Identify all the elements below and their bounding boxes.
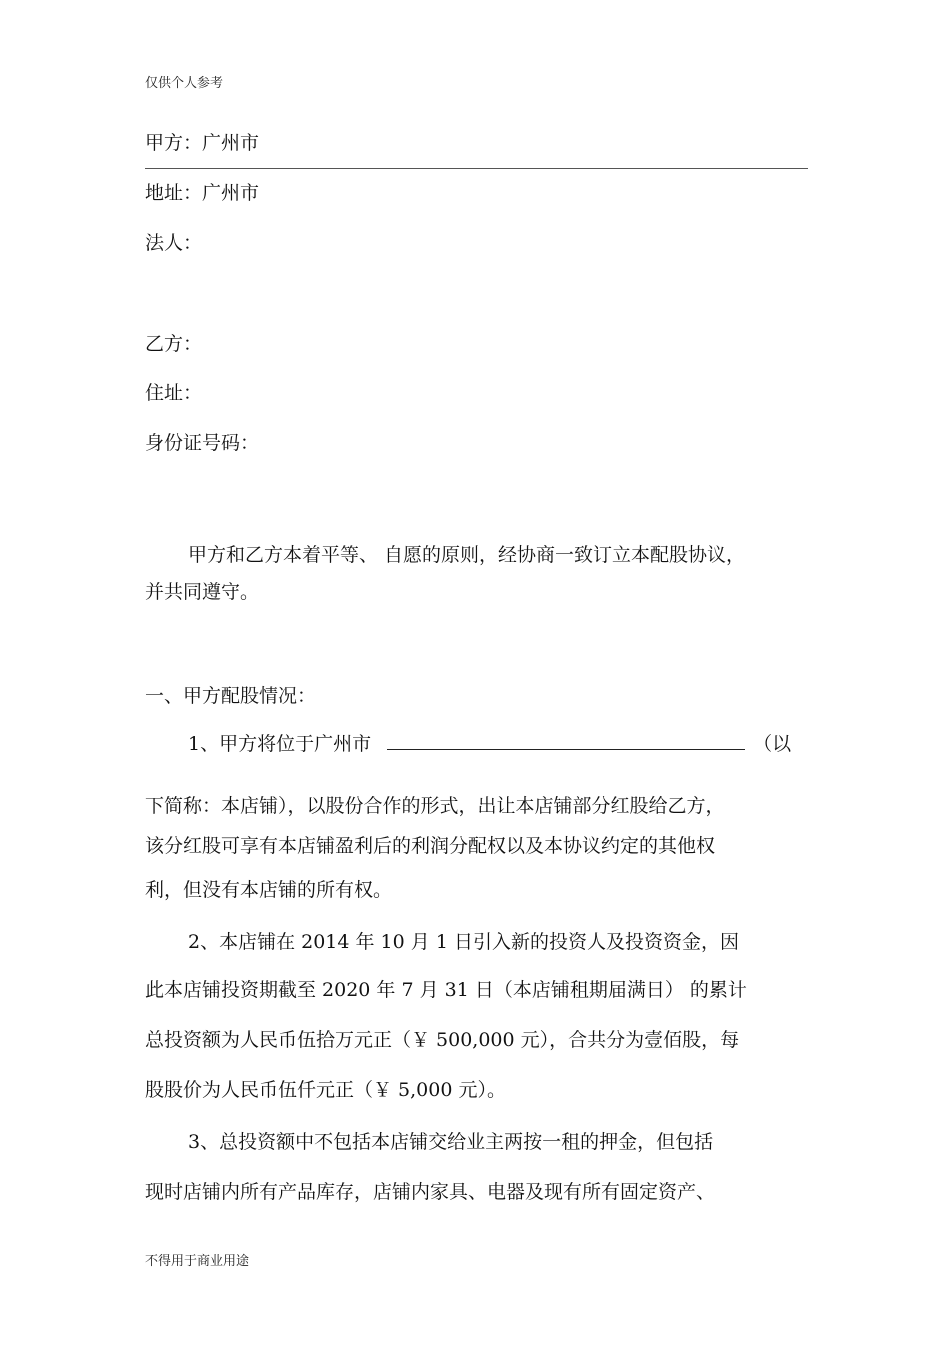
party-b-address: 住址： — [145, 382, 203, 404]
item-1-line-2: 下简称：本店铺），以股份合作的形式，出让本店铺部分红股给乙方， — [145, 795, 725, 817]
item-1-line-1 — [188, 731, 810, 756]
item-3-line-1: 3、总投资额中不包括本店铺交给业主两按一租的押金，但包括 — [188, 1131, 714, 1153]
intro-line-1: 甲方和乙方本着平等、 自愿的原则，经协商一致订立本配股协议， — [188, 544, 746, 566]
item-2-line-1: 2、本店铺在 2014 年 10 月 1 日引入新的投资人及投资资金，因 — [188, 931, 739, 953]
party-b-id-number: 身份证号码： — [145, 432, 260, 454]
footer-note: 不得用于商业用途 — [145, 1254, 250, 1269]
item-3-line-2: 现时店铺内所有产品库存，店铺内家具、电器及现有所有固定资产、 — [145, 1181, 716, 1203]
party-a-name: 甲方：广州市 — [145, 132, 260, 154]
location-blank-field — [387, 731, 745, 750]
item-2-line-3: 总投资额为人民币伍拾万元正（￥ 500,000 元），合共分为壹佰股，每 — [145, 1029, 740, 1051]
item-1-line-3: 该分红股可享有本店铺盈利后的利润分配权以及本协议约定的其他权 — [145, 835, 716, 857]
intro-line-2: 并共同遵守。 — [145, 581, 260, 603]
header-note: 仅供个人参考 — [145, 76, 224, 91]
item-2-line-2: 此本店铺投资期截至 2020 年 7 月 31 日（本店铺租期届满日） 的累计 — [145, 979, 747, 1001]
party-b-name: 乙方： — [145, 333, 203, 355]
item-2-line-4: 股股价为人民币伍仟元正（￥ 5,000 元）。 — [145, 1079, 506, 1101]
header-divider — [145, 168, 808, 169]
party-a-address: 地址：广州市 — [145, 182, 260, 204]
item-1-lead: 1、甲方将位于广州市 — [188, 733, 372, 755]
item-1-tail: （以 — [753, 733, 792, 755]
section-1-title: 一、甲方配股情况： — [145, 685, 317, 707]
item-1-line-4: 利，但没有本店铺的所有权。 — [145, 879, 393, 901]
party-a-legal-rep: 法人： — [145, 232, 203, 254]
